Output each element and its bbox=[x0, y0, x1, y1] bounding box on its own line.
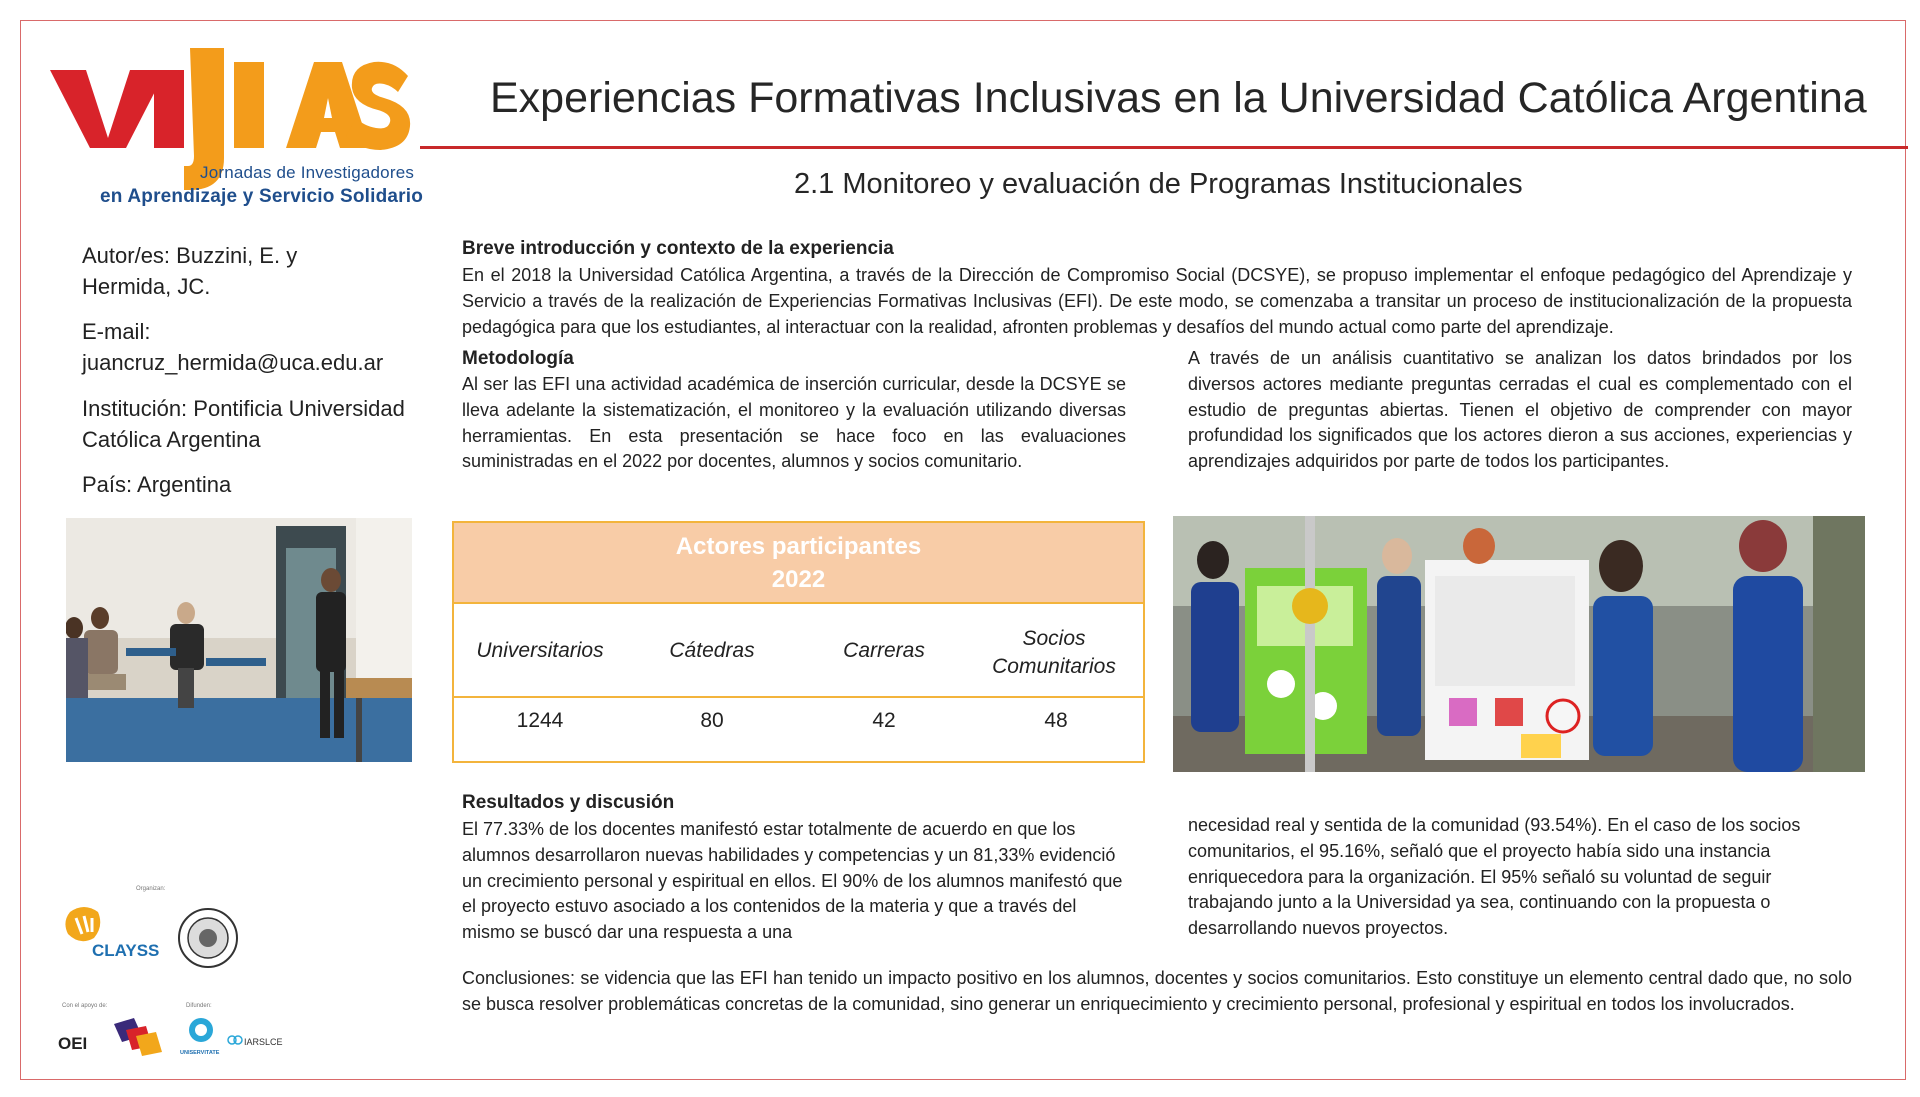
method-text-left: Al ser las EFI una actividad académica de inserción curricular, desde la DCSYE se lleva adelante la sistematización, el monitoreo y la evaluación utilizando diversas herramientas. En esta presentación se hace foco en las evaluaciones suministradas en el 2022 por docentes, alumnos y socios comunitario. bbox=[462, 374, 1126, 472]
method-heading: Metodología bbox=[462, 348, 574, 369]
table-title-line1: Actores participantes bbox=[675, 533, 922, 560]
intro-heading: Breve introducción y contexto de la experiencia bbox=[462, 238, 894, 259]
clayss-logo bbox=[62, 906, 168, 966]
results-heading: Resultados y discusión bbox=[462, 792, 675, 813]
method-text-right: A través de un análisis cuantitativo se analizan los datos brindados por los diversos actores mediante preguntas cerradas el cual es complementado con el estudio de preguntas abiertas. Tienen el objetivo de comprender con mayor profundidad los significados que los actores dieron a sus acciones, experiencias y aprendizajes adquiridos por parte de todos los participantes. bbox=[1188, 348, 1852, 472]
results-text-right: necesidad real y sentida de la comunidad (93.54%). En el caso de los socios comunitarios, el 95.16%, señaló que el proyecto había sido una instancia enriquecedora para la organización. El 95% señaló su voluntad de seguir trabajando junto a la Universidad ya sea, continuando con la propuesta o desarrollando nuevos proyectos. bbox=[1188, 815, 1801, 939]
university-seal-logo bbox=[176, 906, 240, 970]
email-text: E-mail: juancruz_hermida@uca.edu.ar bbox=[82, 319, 384, 375]
con-apoyo-label: Con el apoyo de: bbox=[62, 1003, 108, 1009]
difunden-label: Difunden: bbox=[186, 1003, 212, 1009]
classroom-photo bbox=[66, 518, 412, 762]
students-photo bbox=[1173, 516, 1865, 772]
logo-subtitle-1: Jornadas de Investigadores bbox=[200, 163, 415, 182]
institution-text: Institución: Pontificia Universidad Católica Argentina bbox=[82, 396, 405, 452]
value-socios: 48 bbox=[1044, 709, 1068, 732]
column-socios: Socios Comunitarios bbox=[992, 627, 1116, 678]
value-catedras: 80 bbox=[700, 709, 724, 732]
iarslce-logo bbox=[226, 1032, 286, 1052]
country-text: País: Argentina bbox=[82, 472, 232, 497]
intro-text: En el 2018 la Universidad Católica Argentina, a través de la Dirección de Compromiso Social (DCSYE), se propuso implementar el enfoque pedagógico del Aprendizaje y Servicio a través de la realización de Experiencias Formativas Inclusivas (EFI). De este modo, se comenzaba a transitar un proceso de institucionalización de la propuesta pedagógica para que los estudiantes, al interactuar con la realidad, afronten problemas y desafíos del mundo actual como parte del aprendizaje. bbox=[462, 265, 1852, 337]
authors-text: Autor/es: Buzzini, E. y Hermida, JC. bbox=[82, 243, 298, 299]
results-text-left: El 77.33% de los docentes manifestó estar totalmente de acuerdo en que los alumnos desarrollaron nuevas habilidades y competencias y un 81,33% evidenció un crecimiento personal y espiritual en ellos. El 90% de los alumnos manifestó que el proyecto estuvo asociado a los contenidos de la materia y que a través del mismo se buscó dar una respuesta a una bbox=[462, 819, 1123, 943]
organizan-label: Organizan: bbox=[136, 886, 166, 892]
column-carreras: Carreras bbox=[843, 639, 925, 662]
poster-title: Experiencias Formativas Inclusivas en la Universidad Católica Argentina bbox=[490, 74, 1867, 122]
clayss-text: CLAYSS bbox=[92, 941, 160, 960]
table-title-line2: 2022 bbox=[771, 566, 826, 593]
table-header bbox=[454, 523, 1143, 604]
red-iberoamericana-logo bbox=[112, 1016, 172, 1056]
uniservitate-text: UNISERVITATE bbox=[180, 1050, 220, 1056]
value-carreras: 42 bbox=[872, 709, 896, 732]
poster-subtitle: 2.1 Monitoreo y evaluación de Programas Institucionales bbox=[794, 168, 1523, 200]
iarslce-text: IARSLCE bbox=[244, 1037, 283, 1047]
column-universitarios: Universitarios bbox=[476, 639, 604, 662]
column-catedras: Cátedras bbox=[669, 639, 755, 662]
title-divider bbox=[420, 146, 1908, 149]
value-universitarios: 1244 bbox=[516, 709, 564, 732]
oei-logo: OEI bbox=[58, 1034, 88, 1053]
conclusions-text: Conclusiones: se videncia que las EFI han tenido un impacto positivo en los alumnos, docentes y socios comunitarios. Esto constituye un elemento central dado que, no solo se busca resolver problemáticas concretas de la comunidad, sino generar un enriquecimiento y crecimiento personal, profesional y espiritual en todos los involucrados. bbox=[462, 968, 1852, 1014]
uniservitate-logo bbox=[180, 1014, 222, 1056]
logo-subtitle-2: en Aprendizaje y Servicio Solidario bbox=[100, 186, 424, 207]
participants-table bbox=[452, 521, 1145, 763]
